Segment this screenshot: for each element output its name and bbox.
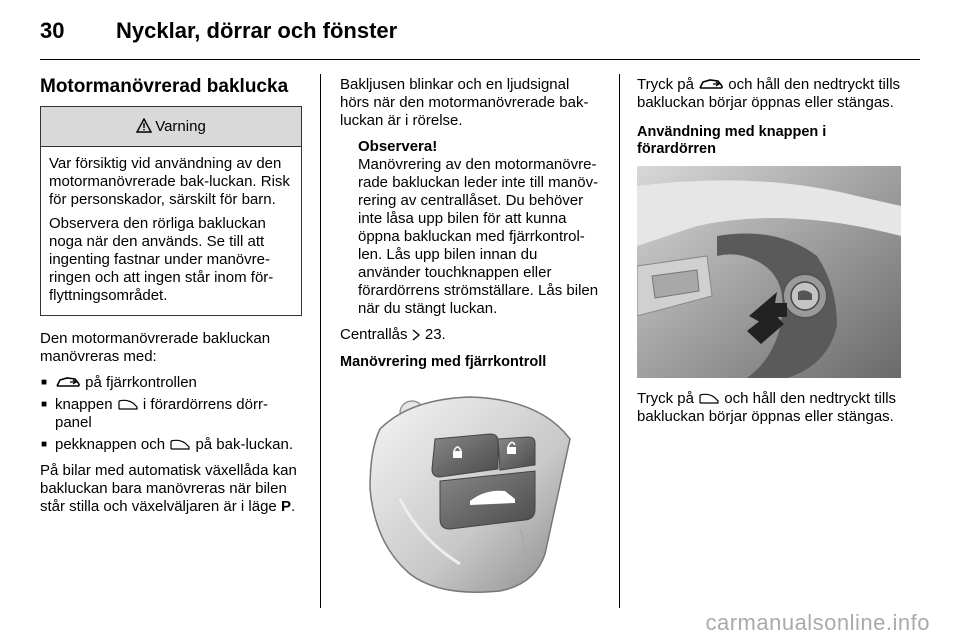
warning-header [41, 107, 301, 147]
signal-paragraph: Bakljusen blinkar och en ljudsignal hörs när den motormanövrerade bak-luckan är i rörelse. [340, 76, 589, 129]
warning-label: Varning [155, 118, 206, 135]
column-3 [637, 76, 901, 434]
note-heading: Observera! [358, 138, 438, 155]
warning-box [40, 106, 302, 316]
automatic-gearbox-paragraph: På bilar med automatisk växellåda kan bakluckan bara manövreras när bilen står stilla och växelväljaren är i läge P. [40, 462, 297, 515]
gear-position: P [280, 498, 291, 515]
warning-paragraph-1: Var försiktig vid användning av den motormanövrerade bak-luckan. Risk för personskador, särskilt för barn. [49, 155, 290, 208]
note-body: Manövrering av den motormanövre-rade bakluckan leder inte till manöv-rering av centrallåset. Du behöver inte låsa upp bilen för att kunna öppna bakluckan med fjärrkontrol-len. Lås upp bilen innan du använder touchknappen eller förardörrens strömställare. Lås bilen när du stängt luckan. [358, 156, 599, 317]
column-divider-2 [619, 74, 620, 608]
page-number: 30 [40, 18, 65, 43]
operation-list [40, 374, 302, 454]
page-ref-arrow-icon [412, 329, 421, 341]
tailgate-button-icon [117, 398, 139, 411]
tailgate-button-icon [169, 438, 191, 451]
list-item: ■ knappen i förardörrens dörr-panel [40, 396, 302, 432]
remote-tailgate-icon [698, 78, 724, 91]
page-title: Nycklar, dörrar och fönster [116, 18, 398, 43]
list-item: ■ på fjärrkontrollen [40, 374, 302, 392]
door-button-heading: Användning med knappen i förardörren [637, 124, 827, 157]
door-button-illustration [637, 166, 901, 378]
header-divider [40, 59, 920, 60]
warning-body [41, 147, 301, 315]
remote-tailgate-icon [55, 376, 81, 389]
remote-key-illustration [340, 379, 602, 597]
remote-heading: Manövrering med fjärrkontroll [340, 354, 547, 370]
section-title: Motormanövrerad baklucka [40, 76, 289, 97]
list-item: ■ pekknappen och på bak-luckan. [40, 436, 302, 454]
warning-triangle-icon [136, 118, 152, 133]
watermark: carmanualsonline.info [705, 610, 930, 635]
page-header [40, 18, 920, 48]
column-divider-1 [320, 74, 321, 608]
warning-paragraph-2: Observera den rörliga bakluckan noga när den används. Se till att ingenting fastnar under manövre-ringen och att ingen står inom för-flyttningsområdet. [49, 215, 274, 304]
column-2 [340, 76, 602, 609]
cross-reference: Centrallås 23. [340, 326, 446, 343]
tailgate-button-icon [698, 392, 720, 405]
column-1 [40, 76, 302, 524]
note-box [340, 138, 602, 318]
intro-paragraph: Den motormanövrerade bakluckan manövreras med: [40, 330, 271, 365]
door-button-instruction: Tryck på och håll den nedtryckt tills bakluckan börjar öppnas eller stängas. [637, 390, 897, 425]
remote-instruction: Tryck på och håll den nedtryckt tills bakluckan börjar öppnas eller stängas. [637, 76, 901, 111]
